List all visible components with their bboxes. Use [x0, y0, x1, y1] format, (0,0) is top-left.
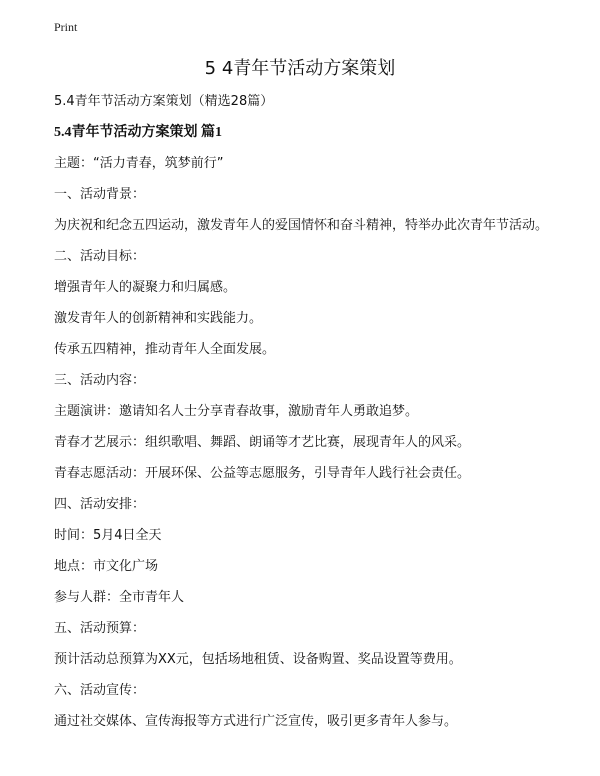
section-heading: 5.4青年节活动方案策划 篇1 — [54, 125, 222, 140]
content-item: 青春志愿活动：开展环保、公益等志愿服务，引导青年人践行社会责任。 — [54, 466, 471, 481]
goal-item: 传承五四精神，推动青年人全面发展。 — [54, 342, 276, 357]
schedule-participants: 参与人群：全市青年人 — [54, 590, 185, 605]
heading-schedule: 四、活动安排： — [54, 497, 146, 512]
heading-goals: 二、活动目标： — [54, 249, 146, 264]
heading-budget: 五、活动预算： — [54, 621, 146, 636]
goal-item: 激发青年人的创新精神和实践能力。 — [54, 311, 263, 326]
publicity-text: 通过社交媒体、宣传海报等方式进行广泛宣传，吸引更多青年人参与。 — [54, 714, 458, 729]
heading-publicity: 六、活动宣传： — [54, 683, 146, 698]
goal-item: 增强青年人的凝聚力和归属感。 — [54, 280, 237, 295]
heading-content: 三、活动内容： — [54, 373, 146, 388]
schedule-location: 地点：市文化广场 — [54, 559, 159, 574]
document-body — [54, 93, 574, 744]
content-item: 主题演讲：邀请知名人士分享青春故事，激励青年人勇敢追梦。 — [54, 404, 419, 419]
budget-text: 预计活动总预算为XX元，包括场地租赁、设备购置、奖品设置等费用。 — [54, 652, 462, 667]
document-subtitle: 5.4青年节活动方案策划（精选28篇） — [54, 94, 274, 109]
print-link[interactable]: Print — [54, 20, 78, 34]
content-item: 青春才艺展示：组织歌唱、舞蹈、朗诵等才艺比赛，展现青年人的风采。 — [54, 435, 471, 450]
schedule-time: 时间：5月4日全天 — [54, 528, 162, 543]
background-text: 为庆祝和纪念五四运动，激发青年人的爱国情怀和奋斗精神，特举办此次青年节活动。 — [54, 218, 549, 233]
heading-background: 一、活动背景： — [54, 187, 146, 202]
document-title: 5 4青年节活动方案策划 — [204, 58, 396, 79]
theme-line: 主题：“活力青春，筑梦前行” — [54, 156, 224, 171]
